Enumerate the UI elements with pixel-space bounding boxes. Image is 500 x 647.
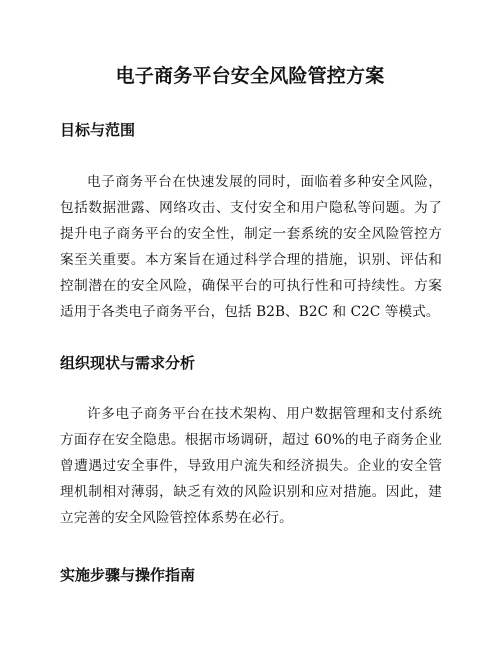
document-title: 电子商务平台安全风险管控方案 [115,65,385,87]
section-heading-implementation: 实施步骤与操作指南 [60,566,196,584]
section-heading-goals-scope: 目标与范围 [60,121,136,139]
section-paragraph-status-needs: 许多电子商务平台在技术架构、用户数据管理和支付系统方面存在安全隐患。根据市场调研，超过 60%的电子商务企业曾遭遇过安全事件，导致用户流失和经济损失。企业的安全管理机制相对薄弱，缺乏有效的风险识别和应对措施。因此，建立完善的安全风险管控体系势在必行。 [60,406,442,526]
section-heading-status-needs: 组织现状与需求分析 [60,354,196,372]
section-paragraph-goals-scope: 电子商务平台在快速发展的同时，面临着多种安全风险，包括数据泄露、网络攻击、支付安全和用户隐私等问题。为了提升电子商务平台的安全性，制定一套系统的安全风险管控方案至关重要。本方案旨在通过科学合理的措施，识别、评估和控制潜在的安全风险，确保平台的可执行性和可持续性。方案适用于各类电子商务平台，包括 B2B、B2C 和 C2C 等模式。 [60,174,442,320]
